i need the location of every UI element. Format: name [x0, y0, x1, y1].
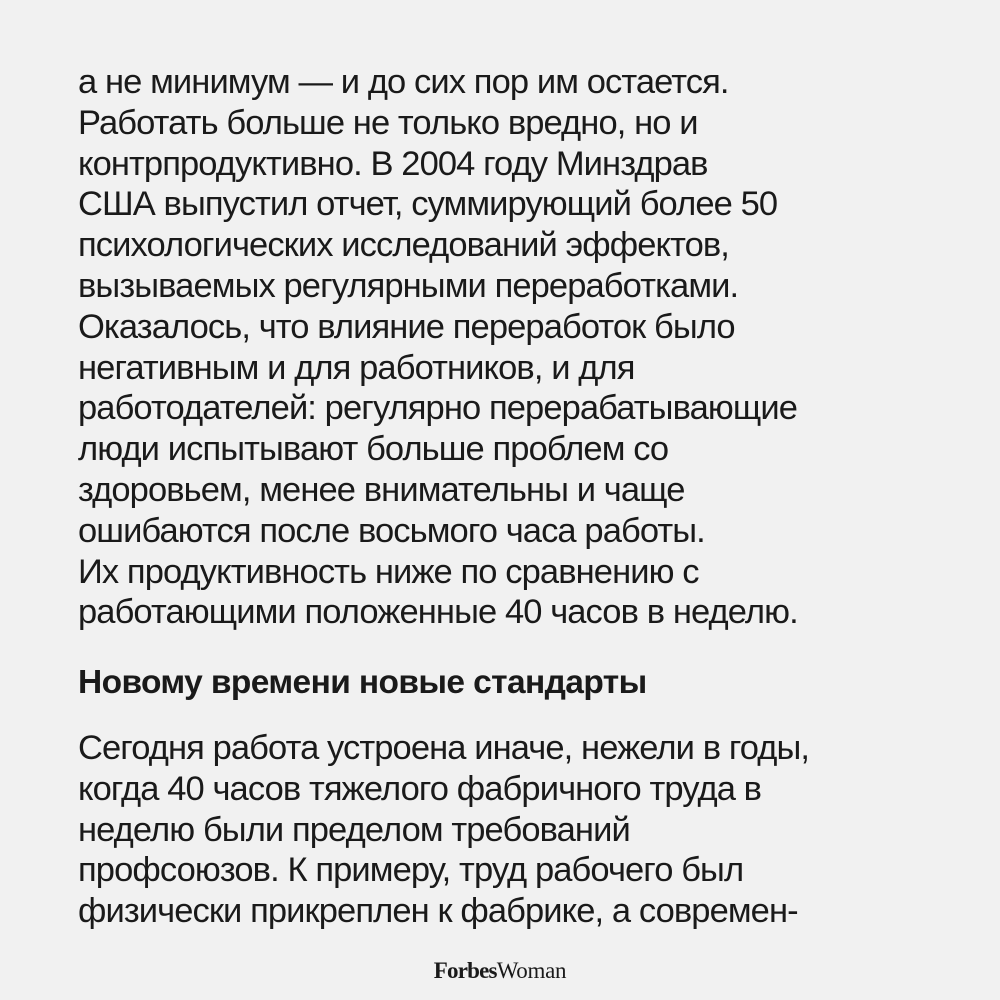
- text-line: Оказалось, что влияние переработок было: [78, 307, 735, 346]
- text-line: а не минимум — и до сих пор им остается.: [78, 63, 729, 101]
- text-line: Сегодня работа устроена иначе, нежели в годы,: [78, 729, 810, 767]
- section-heading: Новому времени новые стандарты: [78, 664, 647, 701]
- text-line: люди испытывают больше проблем со: [78, 430, 669, 469]
- text-line: работающими положенные 40 часов в неделю.: [78, 593, 798, 632]
- text-line: контрпродуктивно. В 2004 году Минздрав: [78, 144, 708, 183]
- logo-sub: Woman: [496, 958, 567, 983]
- text-line: Их продуктивность ниже по сравнению с: [78, 552, 699, 591]
- article-paragraph-2: [78, 728, 958, 932]
- text-line: когда 40 часов тяжелого фабричного труда в: [78, 769, 762, 808]
- text-line: Работать больше не только вредно, но и: [78, 103, 698, 142]
- text-line: неделю были пределом требований: [78, 810, 630, 849]
- text-line: вызываемых регулярными переработками.: [78, 266, 739, 305]
- text-line: здоровьем, менее внимательны и чаще: [78, 470, 685, 509]
- text-line: негативным и для работников, и для: [78, 348, 635, 387]
- article-paragraph-1: [78, 62, 958, 633]
- text-line: США выпустил отчет, суммирующий более 50: [78, 185, 778, 224]
- text-line: профсоюзов. К примеру, труд рабочего был: [78, 851, 744, 890]
- text-line: ошибаются после восьмого часа работы.: [78, 511, 705, 550]
- text-line: психологических исследований эффектов,: [78, 226, 729, 265]
- text-line: физически прикреплен к фабрике, а современ-: [78, 892, 798, 931]
- text-line: работодателей: регулярно перерабатывающие: [78, 389, 798, 428]
- logo-brand: Forbes: [433, 958, 497, 983]
- forbes-woman-logo: [0, 956, 1000, 986]
